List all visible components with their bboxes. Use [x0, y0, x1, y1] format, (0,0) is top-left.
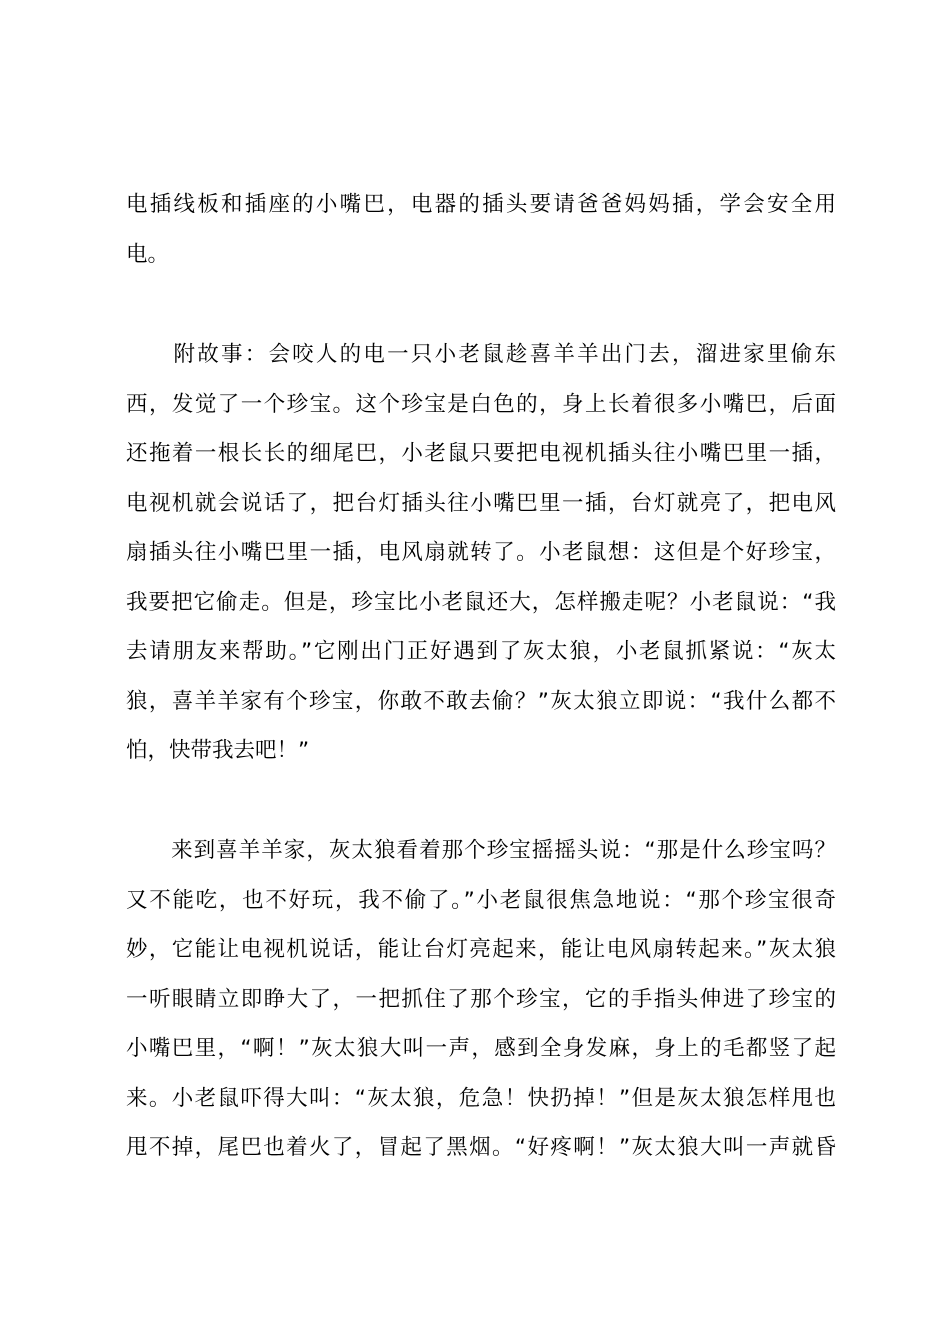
- text-line: 附故事：会咬人的电一只小老鼠趁喜羊羊出门去，溜进家里偷东: [126, 342, 836, 367]
- text-line: 还拖着一根长长的细尾巴，小老鼠只要把电视机插头往小嘴巴里一插，: [126, 441, 836, 466]
- text-line: 电视机就会说话了，把台灯插头往小嘴巴里一插，台灯就亮了，把电风: [126, 490, 836, 516]
- text-line: 西，发觉了一个珍宝。这个珍宝是白色的，身上长着很多小嘴巴，后面: [126, 391, 836, 417]
- text-line: 电插线板和插座的小嘴巴，电器的插头要请爸爸妈妈插，学会安全用: [126, 192, 836, 217]
- text-line: 妙，它能让电视机说话，能让台灯亮起来，能让电风扇转起来。”灰太狼: [126, 937, 836, 962]
- paragraph-story-intro: [126, 330, 836, 776]
- text-line: 电。: [126, 241, 170, 267]
- text-line: 我要把它偷走。但是，珍宝比小老鼠还大，怎样搬走呢？小老鼠说：“我: [126, 589, 836, 615]
- text-line: 甩不掉，尾巴也着火了，冒起了黑烟。“好疼啊！”灰太狼大叫一声就昏: [126, 1135, 836, 1160]
- paragraph-safety-tip: [126, 180, 836, 279]
- paragraph-story-continued: [126, 826, 836, 1173]
- text-line: 来。小老鼠吓得大叫：“灰太狼，危急！快扔掉！”但是灰太狼怎样甩也: [126, 1085, 836, 1111]
- text-line: 去请朋友来帮助。”它刚出门正好遇到了灰太狼，小老鼠抓紧说：“灰太: [126, 639, 836, 664]
- text-line: 怕，快带我去吧！”: [126, 738, 310, 763]
- text-line: 扇插头往小嘴巴里一插，电风扇就转了。小老鼠想：这但是个好珍宝，: [126, 540, 836, 565]
- text-line: 来到喜羊羊家，灰太狼看着那个珍宝摇摇头说：“那是什么珍宝吗？: [126, 838, 836, 863]
- text-line: 小嘴巴里，“啊！”灰太狼大叫一声，感到全身发麻，身上的毛都竖了起: [126, 1036, 836, 1061]
- text-line: 又不能吃，也不好玩，我不偷了。”小老鼠很焦急地说：“那个珍宝很奇: [126, 887, 836, 913]
- text-line: 一听眼睛立即睁大了，一把抓住了那个珍宝，它的手指头伸进了珍宝的: [126, 986, 836, 1012]
- text-line: 狼，喜羊羊家有个珍宝，你敢不敢去偷？”灰太狼立即说：“我什么都不: [126, 688, 836, 714]
